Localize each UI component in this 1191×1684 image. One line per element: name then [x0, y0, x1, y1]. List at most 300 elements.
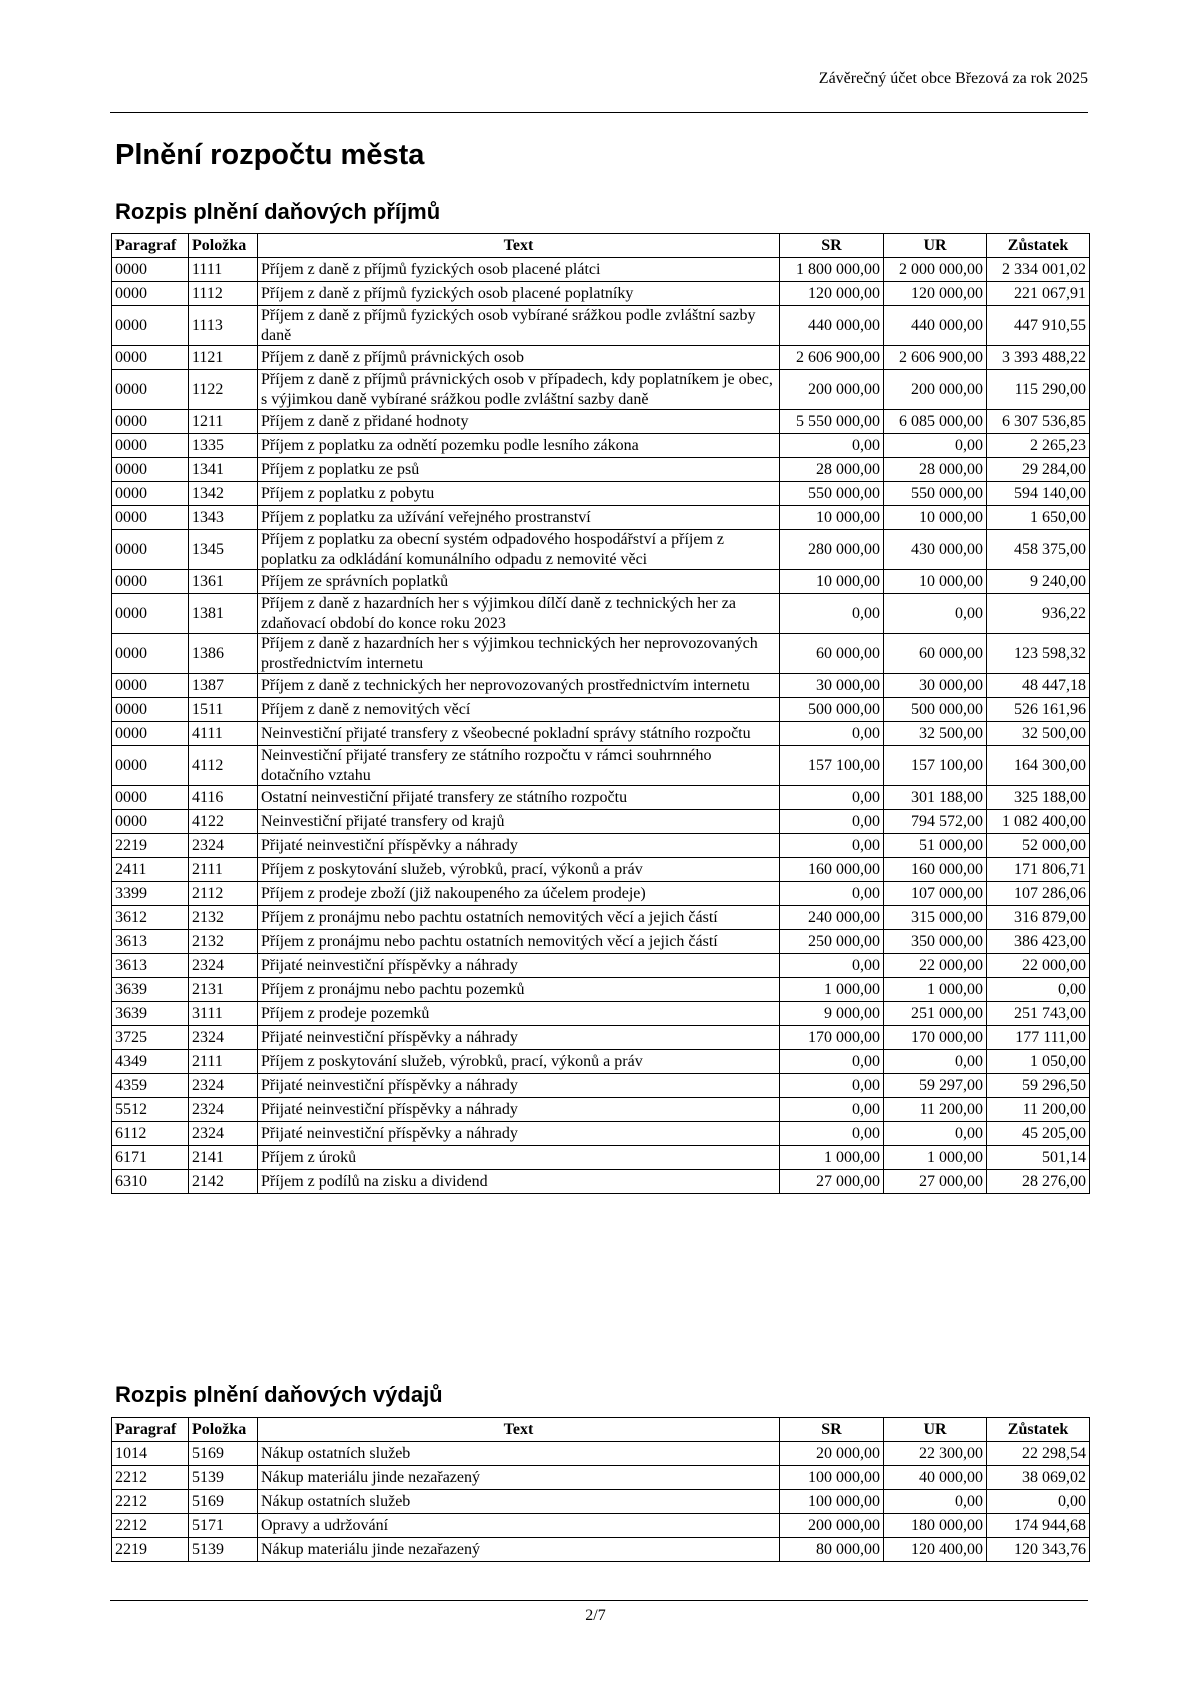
- cell-paragraf: 4359: [112, 1074, 189, 1098]
- table-row: [112, 482, 1090, 506]
- cell-paragraf: 0000: [112, 810, 189, 834]
- cell-polozka: 2112: [189, 882, 258, 906]
- cell-paragraf: 3725: [112, 1026, 189, 1050]
- table-row: [112, 786, 1090, 810]
- page-number: 2/7: [585, 1607, 606, 1624]
- cell-text: Nákup materiálu jinde nezařazený: [258, 1538, 780, 1562]
- cell-sr: 27 000,00: [780, 1170, 884, 1194]
- cell-paragraf: 0000: [112, 634, 189, 674]
- table-row: [112, 1514, 1090, 1538]
- running-header: Závěrečný účet obce Březová za rok 2025: [818, 70, 1088, 87]
- table-row: [112, 410, 1090, 434]
- cell-text: Přijaté neinvestiční příspěvky a náhrady: [258, 1074, 780, 1098]
- cell-polozka: 4116: [189, 786, 258, 810]
- cell-ur: 0,00: [884, 1050, 987, 1074]
- table-row: [112, 810, 1090, 834]
- table-row: [112, 458, 1090, 482]
- cell-text: Nákup ostatních služeb: [258, 1490, 780, 1514]
- cell-polozka: 1342: [189, 482, 258, 506]
- cell-polozka: 1511: [189, 698, 258, 722]
- cell-paragraf: 2212: [112, 1466, 189, 1490]
- cell-ur: 27 000,00: [884, 1170, 987, 1194]
- table-row: [112, 674, 1090, 698]
- table-row: [112, 306, 1090, 346]
- cell-polozka: 1343: [189, 506, 258, 530]
- cell-text: Neinvestiční přijaté transfery od krajů: [258, 810, 780, 834]
- cell-ur: 120 000,00: [884, 282, 987, 306]
- cell-text: Nákup materiálu jinde nezařazený: [258, 1466, 780, 1490]
- cell-polozka: 3111: [189, 1002, 258, 1026]
- cell-text: Příjem z daně z příjmů právnických osob v případech, kdy poplatníkem je obec, s výjimkou daně vybírané srážkou podle zvláštní sazby daně: [258, 370, 780, 410]
- cell-text: Příjem z poplatku za odnětí pozemku podle lesního zákona: [258, 434, 780, 458]
- cell-sr: 170 000,00: [780, 1026, 884, 1050]
- table-row: [112, 858, 1090, 882]
- cell-sr: 1 800 000,00: [780, 258, 884, 282]
- cell-zustatek: 316 879,00: [987, 906, 1090, 930]
- cell-sr: 440 000,00: [780, 306, 884, 346]
- cell-paragraf: 3639: [112, 978, 189, 1002]
- cell-ur: 0,00: [884, 594, 987, 634]
- cell-sr: 0,00: [780, 786, 884, 810]
- cell-paragraf: 6112: [112, 1122, 189, 1146]
- cell-zustatek: 501,14: [987, 1146, 1090, 1170]
- cell-zustatek: 0,00: [987, 1490, 1090, 1514]
- cell-zustatek: 594 140,00: [987, 482, 1090, 506]
- table-row: [112, 282, 1090, 306]
- column-header-polozka: Položka: [189, 234, 258, 258]
- column-header-sr: SR: [780, 234, 884, 258]
- page-title: Plnění rozpočtu města: [115, 139, 425, 171]
- cell-ur: 1 000,00: [884, 978, 987, 1002]
- table-row: [112, 1074, 1090, 1098]
- cell-ur: 315 000,00: [884, 906, 987, 930]
- cell-ur: 157 100,00: [884, 746, 987, 786]
- cell-text: Příjem z daně z hazardních her s výjimkou technických her neprovozovaných prostřednictvím internetu: [258, 634, 780, 674]
- cell-zustatek: 9 240,00: [987, 570, 1090, 594]
- table-row: [112, 930, 1090, 954]
- cell-zustatek: 3 393 488,22: [987, 346, 1090, 370]
- cell-text: Neinvestiční přijaté transfery z všeobecné pokladní správy státního rozpočtu: [258, 722, 780, 746]
- cell-text: Nákup ostatních služeb: [258, 1442, 780, 1466]
- cell-text: Příjem z poskytování služeb, výrobků, prací, výkonů a práv: [258, 858, 780, 882]
- cell-ur: 0,00: [884, 434, 987, 458]
- cell-sr: 250 000,00: [780, 930, 884, 954]
- column-header-zustatek: Zůstatek: [987, 234, 1090, 258]
- column-header-text: Text: [258, 234, 780, 258]
- table-row: [112, 1050, 1090, 1074]
- cell-text: Příjem z daně z přidané hodnoty: [258, 410, 780, 434]
- cell-zustatek: 0,00: [987, 978, 1090, 1002]
- cell-polozka: 5169: [189, 1442, 258, 1466]
- table-row: [112, 1146, 1090, 1170]
- cell-text: Přijaté neinvestiční příspěvky a náhrady: [258, 834, 780, 858]
- table-row: [112, 1098, 1090, 1122]
- cell-sr: 240 000,00: [780, 906, 884, 930]
- cell-paragraf: 0000: [112, 530, 189, 570]
- table-row: [112, 1442, 1090, 1466]
- cell-text: Příjem z prodeje pozemků: [258, 1002, 780, 1026]
- cell-text: Příjem z poplatku za obecní systém odpadového hospodářství a příjem z poplatku za odkládání komunálního odpadu z nemovité věci: [258, 530, 780, 570]
- table-row: [112, 1538, 1090, 1562]
- cell-sr: 100 000,00: [780, 1490, 884, 1514]
- cell-text: Příjem z daně z technických her neprovozovaných prostřednictvím internetu: [258, 674, 780, 698]
- cell-text: Příjem z pronájmu nebo pachtu ostatních nemovitých věcí a jejich částí: [258, 930, 780, 954]
- cell-sr: 28 000,00: [780, 458, 884, 482]
- cell-zustatek: 177 111,00: [987, 1026, 1090, 1050]
- table-row: [112, 370, 1090, 410]
- table-row: [112, 634, 1090, 674]
- cell-sr: 0,00: [780, 834, 884, 858]
- footer-divider: [110, 1600, 1088, 1601]
- cell-paragraf: 6310: [112, 1170, 189, 1194]
- cell-ur: 120 400,00: [884, 1538, 987, 1562]
- cell-polozka: 2324: [189, 1026, 258, 1050]
- cell-text: Příjem z poplatku z pobytu: [258, 482, 780, 506]
- cell-ur: 22 300,00: [884, 1442, 987, 1466]
- table-row: [112, 346, 1090, 370]
- cell-sr: 200 000,00: [780, 1514, 884, 1538]
- cell-text: Příjem z daně z příjmů fyzických osob placené plátci: [258, 258, 780, 282]
- column-header-paragraf: Paragraf: [112, 234, 189, 258]
- cell-sr: 157 100,00: [780, 746, 884, 786]
- cell-zustatek: 45 205,00: [987, 1122, 1090, 1146]
- cell-ur: 6 085 000,00: [884, 410, 987, 434]
- cell-zustatek: 38 069,02: [987, 1466, 1090, 1490]
- cell-text: Příjem z úroků: [258, 1146, 780, 1170]
- cell-polozka: 1386: [189, 634, 258, 674]
- cell-sr: 160 000,00: [780, 858, 884, 882]
- cell-polozka: 1341: [189, 458, 258, 482]
- cell-paragraf: 2219: [112, 834, 189, 858]
- expense-heading: Rozpis plnění daňových výdajů: [115, 1382, 443, 1407]
- cell-polozka: 5169: [189, 1490, 258, 1514]
- cell-polozka: 2131: [189, 978, 258, 1002]
- cell-paragraf: 0000: [112, 786, 189, 810]
- cell-text: Příjem z prodeje zboží (již nakoupeného za účelem prodeje): [258, 882, 780, 906]
- cell-zustatek: 48 447,18: [987, 674, 1090, 698]
- cell-zustatek: 52 000,00: [987, 834, 1090, 858]
- cell-text: Přijaté neinvestiční příspěvky a náhrady: [258, 1098, 780, 1122]
- cell-paragraf: 2411: [112, 858, 189, 882]
- cell-polozka: 2111: [189, 1050, 258, 1074]
- cell-polozka: 2324: [189, 1122, 258, 1146]
- cell-sr: 1 000,00: [780, 978, 884, 1002]
- cell-ur: 51 000,00: [884, 834, 987, 858]
- cell-zustatek: 1 650,00: [987, 506, 1090, 530]
- cell-ur: 10 000,00: [884, 570, 987, 594]
- table-row: [112, 506, 1090, 530]
- cell-sr: 0,00: [780, 882, 884, 906]
- table-row: [112, 906, 1090, 930]
- table-row: [112, 722, 1090, 746]
- cell-text: Příjem z daně z příjmů fyzických osob vybírané srážkou podle zvláštní sazby daně: [258, 306, 780, 346]
- cell-ur: 11 200,00: [884, 1098, 987, 1122]
- cell-sr: 0,00: [780, 594, 884, 634]
- cell-text: Neinvestiční přijaté transfery ze státního rozpočtu v rámci souhrnného dotačního vztahu: [258, 746, 780, 786]
- cell-paragraf: 0000: [112, 306, 189, 346]
- cell-paragraf: 0000: [112, 370, 189, 410]
- cell-ur: 28 000,00: [884, 458, 987, 482]
- cell-ur: 10 000,00: [884, 506, 987, 530]
- cell-ur: 40 000,00: [884, 1466, 987, 1490]
- cell-text: Opravy a udržování: [258, 1514, 780, 1538]
- cell-paragraf: 0000: [112, 434, 189, 458]
- cell-zustatek: 11 200,00: [987, 1098, 1090, 1122]
- cell-polozka: 2324: [189, 954, 258, 978]
- cell-text: Příjem z pronájmu nebo pachtu ostatních nemovitých věcí a jejich částí: [258, 906, 780, 930]
- cell-zustatek: 447 910,55: [987, 306, 1090, 346]
- cell-text: Přijaté neinvestiční příspěvky a náhrady: [258, 1122, 780, 1146]
- cell-paragraf: 2219: [112, 1538, 189, 1562]
- cell-paragraf: 6171: [112, 1146, 189, 1170]
- cell-paragraf: 3612: [112, 906, 189, 930]
- cell-zustatek: 22 000,00: [987, 954, 1090, 978]
- cell-polozka: 1121: [189, 346, 258, 370]
- cell-sr: 0,00: [780, 434, 884, 458]
- cell-paragraf: 0000: [112, 594, 189, 634]
- table-row: [112, 1170, 1090, 1194]
- cell-ur: 350 000,00: [884, 930, 987, 954]
- cell-zustatek: 171 806,71: [987, 858, 1090, 882]
- column-header-ur: UR: [884, 234, 987, 258]
- cell-polozka: 2324: [189, 1074, 258, 1098]
- cell-ur: 180 000,00: [884, 1514, 987, 1538]
- cell-text: Příjem ze správních poplatků: [258, 570, 780, 594]
- cell-text: Ostatní neinvestiční přijaté transfery ze státního rozpočtu: [258, 786, 780, 810]
- cell-zustatek: 251 743,00: [987, 1002, 1090, 1026]
- cell-ur: 107 000,00: [884, 882, 987, 906]
- cell-zustatek: 164 300,00: [987, 746, 1090, 786]
- cell-text: Příjem z pronájmu nebo pachtu pozemků: [258, 978, 780, 1002]
- cell-ur: 22 000,00: [884, 954, 987, 978]
- cell-sr: 280 000,00: [780, 530, 884, 570]
- expense-table: [111, 1417, 1090, 1562]
- cell-paragraf: 0000: [112, 258, 189, 282]
- cell-sr: 0,00: [780, 1050, 884, 1074]
- cell-sr: 120 000,00: [780, 282, 884, 306]
- cell-polozka: 1361: [189, 570, 258, 594]
- cell-polozka: 1111: [189, 258, 258, 282]
- cell-sr: 0,00: [780, 810, 884, 834]
- table-row: [112, 746, 1090, 786]
- column-header-ur: UR: [884, 1418, 987, 1442]
- cell-polozka: 2324: [189, 1098, 258, 1122]
- cell-paragraf: 0000: [112, 506, 189, 530]
- cell-sr: 80 000,00: [780, 1538, 884, 1562]
- column-header-paragraf: Paragraf: [112, 1418, 189, 1442]
- cell-paragraf: 2212: [112, 1514, 189, 1538]
- table-row: [112, 698, 1090, 722]
- cell-polozka: 1381: [189, 594, 258, 634]
- cell-sr: 500 000,00: [780, 698, 884, 722]
- cell-ur: 500 000,00: [884, 698, 987, 722]
- cell-sr: 200 000,00: [780, 370, 884, 410]
- cell-zustatek: 2 265,23: [987, 434, 1090, 458]
- table-header-row: [112, 1418, 1090, 1442]
- cell-sr: 0,00: [780, 1122, 884, 1146]
- table-row: [112, 594, 1090, 634]
- cell-polozka: 4122: [189, 810, 258, 834]
- cell-zustatek: 28 276,00: [987, 1170, 1090, 1194]
- table-row: [112, 978, 1090, 1002]
- cell-text: Příjem z podílů na zisku a dividend: [258, 1170, 780, 1194]
- cell-polozka: 1211: [189, 410, 258, 434]
- column-header-polozka: Položka: [189, 1418, 258, 1442]
- cell-ur: 59 297,00: [884, 1074, 987, 1098]
- income-heading: Rozpis plnění daňových příjmů: [115, 199, 441, 224]
- cell-zustatek: 936,22: [987, 594, 1090, 634]
- table-row: [112, 834, 1090, 858]
- cell-sr: 2 606 900,00: [780, 346, 884, 370]
- cell-paragraf: 5512: [112, 1098, 189, 1122]
- cell-ur: 30 000,00: [884, 674, 987, 698]
- cell-polozka: 4112: [189, 746, 258, 786]
- cell-polozka: 1335: [189, 434, 258, 458]
- cell-zustatek: 59 296,50: [987, 1074, 1090, 1098]
- cell-polozka: 2141: [189, 1146, 258, 1170]
- cell-ur: 2 000 000,00: [884, 258, 987, 282]
- cell-text: Příjem z poplatku za užívání veřejného prostranství: [258, 506, 780, 530]
- table-row: [112, 1026, 1090, 1050]
- cell-text: Příjem z daně z příjmů fyzických osob placené poplatníky: [258, 282, 780, 306]
- cell-ur: 0,00: [884, 1490, 987, 1514]
- cell-paragraf: 3639: [112, 1002, 189, 1026]
- cell-zustatek: 29 284,00: [987, 458, 1090, 482]
- cell-paragraf: 1014: [112, 1442, 189, 1466]
- cell-zustatek: 22 298,54: [987, 1442, 1090, 1466]
- cell-zustatek: 526 161,96: [987, 698, 1090, 722]
- cell-polozka: 2132: [189, 930, 258, 954]
- table-row: [112, 882, 1090, 906]
- cell-ur: 301 188,00: [884, 786, 987, 810]
- cell-ur: 550 000,00: [884, 482, 987, 506]
- cell-ur: 160 000,00: [884, 858, 987, 882]
- table-row: [112, 1490, 1090, 1514]
- cell-sr: 20 000,00: [780, 1442, 884, 1466]
- column-header-text: Text: [258, 1418, 780, 1442]
- column-header-sr: SR: [780, 1418, 884, 1442]
- cell-ur: 200 000,00: [884, 370, 987, 410]
- cell-polozka: 5171: [189, 1514, 258, 1538]
- header-divider: [110, 112, 1088, 113]
- table-header-row: [112, 234, 1090, 258]
- cell-text: Přijaté neinvestiční příspěvky a náhrady: [258, 954, 780, 978]
- cell-paragraf: 0000: [112, 346, 189, 370]
- cell-text: Příjem z daně z nemovitých věcí: [258, 698, 780, 722]
- cell-sr: 10 000,00: [780, 570, 884, 594]
- cell-zustatek: 221 067,91: [987, 282, 1090, 306]
- table-row: [112, 1122, 1090, 1146]
- cell-sr: 0,00: [780, 722, 884, 746]
- table-row: [112, 434, 1090, 458]
- cell-ur: 0,00: [884, 1122, 987, 1146]
- cell-ur: 794 572,00: [884, 810, 987, 834]
- cell-ur: 2 606 900,00: [884, 346, 987, 370]
- cell-text: Příjem z poskytování služeb, výrobků, prací, výkonů a práv: [258, 1050, 780, 1074]
- cell-polozka: 2324: [189, 834, 258, 858]
- cell-paragraf: 0000: [112, 570, 189, 594]
- cell-sr: 10 000,00: [780, 506, 884, 530]
- cell-ur: 170 000,00: [884, 1026, 987, 1050]
- cell-sr: 5 550 000,00: [780, 410, 884, 434]
- cell-sr: 550 000,00: [780, 482, 884, 506]
- cell-polozka: 1112: [189, 282, 258, 306]
- cell-zustatek: 1 082 400,00: [987, 810, 1090, 834]
- cell-polozka: 4111: [189, 722, 258, 746]
- cell-zustatek: 6 307 536,85: [987, 410, 1090, 434]
- cell-paragraf: 3399: [112, 882, 189, 906]
- cell-zustatek: 1 050,00: [987, 1050, 1090, 1074]
- table-row: [112, 1466, 1090, 1490]
- cell-sr: 0,00: [780, 1074, 884, 1098]
- cell-polozka: 1387: [189, 674, 258, 698]
- cell-sr: 60 000,00: [780, 634, 884, 674]
- cell-sr: 100 000,00: [780, 1466, 884, 1490]
- cell-zustatek: 115 290,00: [987, 370, 1090, 410]
- cell-polozka: 1345: [189, 530, 258, 570]
- cell-ur: 251 000,00: [884, 1002, 987, 1026]
- cell-paragraf: 4349: [112, 1050, 189, 1074]
- cell-polozka: 1113: [189, 306, 258, 346]
- cell-sr: 1 000,00: [780, 1146, 884, 1170]
- cell-zustatek: 32 500,00: [987, 722, 1090, 746]
- cell-paragraf: 0000: [112, 458, 189, 482]
- cell-paragraf: 0000: [112, 282, 189, 306]
- cell-paragraf: 0000: [112, 482, 189, 506]
- cell-sr: 0,00: [780, 954, 884, 978]
- cell-paragraf: 0000: [112, 722, 189, 746]
- table-row: [112, 258, 1090, 282]
- cell-polozka: 2132: [189, 906, 258, 930]
- cell-zustatek: 325 188,00: [987, 786, 1090, 810]
- cell-paragraf: 3613: [112, 930, 189, 954]
- cell-text: Příjem z daně z příjmů právnických osob: [258, 346, 780, 370]
- cell-ur: 1 000,00: [884, 1146, 987, 1170]
- cell-sr: 9 000,00: [780, 1002, 884, 1026]
- cell-text: Příjem z daně z hazardních her s výjimkou dílčí daně z technických her za zdaňovací období do konce roku 2023: [258, 594, 780, 634]
- cell-sr: 0,00: [780, 1098, 884, 1122]
- cell-paragraf: 0000: [112, 746, 189, 786]
- cell-zustatek: 386 423,00: [987, 930, 1090, 954]
- cell-paragraf: 0000: [112, 410, 189, 434]
- cell-zustatek: 123 598,32: [987, 634, 1090, 674]
- cell-zustatek: 458 375,00: [987, 530, 1090, 570]
- cell-zustatek: 2 334 001,02: [987, 258, 1090, 282]
- cell-ur: 60 000,00: [884, 634, 987, 674]
- cell-text: Příjem z poplatku ze psů: [258, 458, 780, 482]
- column-header-zustatek: Zůstatek: [987, 1418, 1090, 1442]
- cell-paragraf: 0000: [112, 698, 189, 722]
- cell-ur: 440 000,00: [884, 306, 987, 346]
- table-row: [112, 1002, 1090, 1026]
- cell-polozka: 2111: [189, 858, 258, 882]
- income-table: [111, 233, 1090, 1194]
- cell-polozka: 5139: [189, 1466, 258, 1490]
- cell-ur: 32 500,00: [884, 722, 987, 746]
- cell-zustatek: 120 343,76: [987, 1538, 1090, 1562]
- table-row: [112, 954, 1090, 978]
- table-row: [112, 530, 1090, 570]
- cell-zustatek: 107 286,06: [987, 882, 1090, 906]
- cell-paragraf: 0000: [112, 674, 189, 698]
- cell-sr: 30 000,00: [780, 674, 884, 698]
- cell-paragraf: 3613: [112, 954, 189, 978]
- cell-polozka: 2142: [189, 1170, 258, 1194]
- cell-text: Přijaté neinvestiční příspěvky a náhrady: [258, 1026, 780, 1050]
- table-row: [112, 570, 1090, 594]
- cell-polozka: 1122: [189, 370, 258, 410]
- cell-ur: 430 000,00: [884, 530, 987, 570]
